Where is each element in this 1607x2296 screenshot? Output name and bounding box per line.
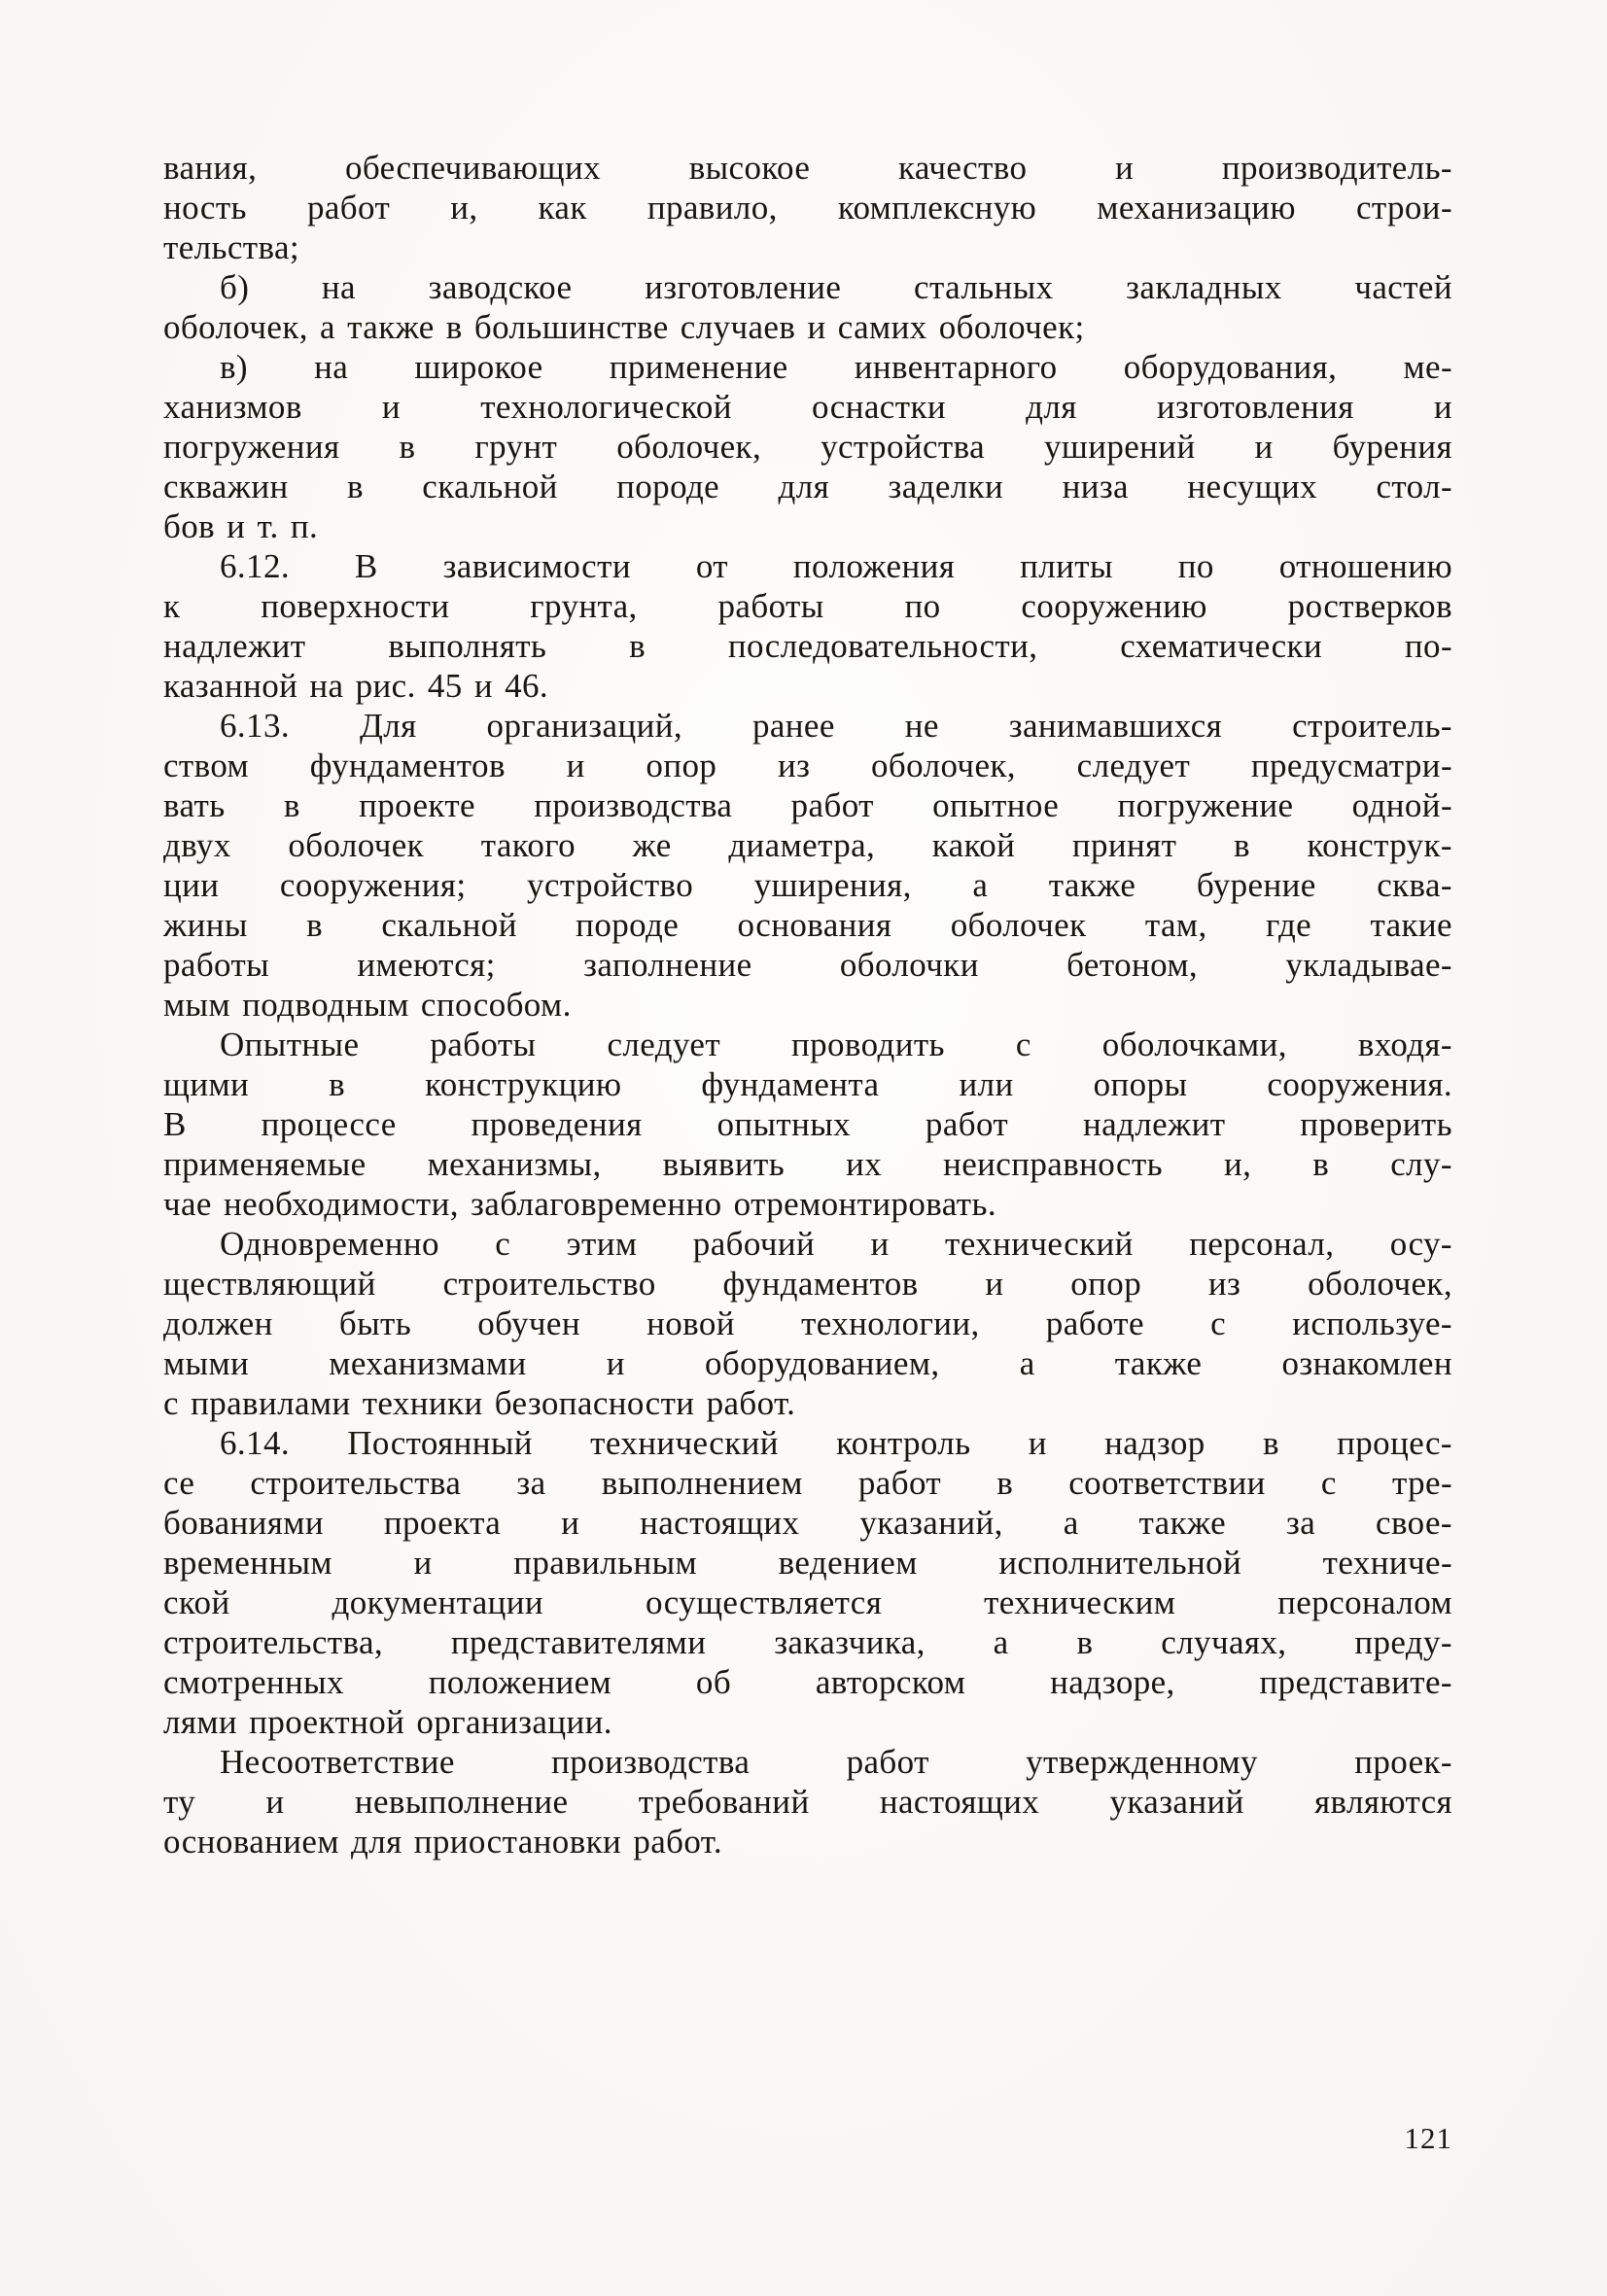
text-line: временным и правильным ведением исполнительной техниче- bbox=[163, 1544, 1452, 1582]
text-line: се строительства за выполнением работ в соответствии с тре- bbox=[163, 1464, 1452, 1502]
text-line: ность работ и, как правило, комплексную механизацию строи- bbox=[163, 189, 1452, 226]
paragraph bbox=[163, 546, 1452, 706]
text-line: 6.14. Постоянный технический контроль и надзор в процес- bbox=[220, 1424, 1452, 1462]
text-line: ту и невыполнение требований настоящих указаний являются bbox=[163, 1783, 1452, 1821]
text-line: ством фундаментов и опор из оболочек, следует предусматри- bbox=[163, 747, 1452, 784]
text-line: мым подводным способом. bbox=[163, 986, 572, 1024]
text-line: бованиями проекта и настоящих указаний, а также за свое- bbox=[163, 1504, 1452, 1542]
text-line: вания, обеспечивающих высокое качество и производитель- bbox=[163, 149, 1452, 187]
text-line: смотренных положением об авторском надзоре, представите- bbox=[163, 1663, 1452, 1701]
paragraph bbox=[163, 1423, 1452, 1742]
text-line: должен быть обучен новой технологии, работе с используе- bbox=[163, 1305, 1452, 1342]
text-line: применяемые механизмы, выявить их неисправность и, в слу- bbox=[163, 1145, 1452, 1183]
paragraph bbox=[163, 1025, 1452, 1224]
text-line: строительства, представителями заказчика, а в случаях, преду- bbox=[163, 1623, 1452, 1661]
text-line: скважин в скальной породе для заделки низа несущих стол- bbox=[163, 468, 1452, 505]
text-line: щими в конструкцию фундамента или опоры сооружения. bbox=[163, 1065, 1452, 1103]
paragraph bbox=[163, 347, 1452, 546]
text-line: мыми механизмами и оборудованием, а также ознакомлен bbox=[163, 1344, 1452, 1382]
text-line: ханизмов и технологической оснастки для изготовления и bbox=[163, 388, 1452, 426]
text-line: ской документации осуществляется техническим персоналом bbox=[163, 1583, 1452, 1621]
text-line: с правилами техники безопасности работ. bbox=[163, 1384, 796, 1422]
text-line: казанной на рис. 45 и 46. bbox=[163, 667, 549, 705]
text-line: тельства; bbox=[163, 228, 300, 266]
text-line: Опытные работы следует проводить с оболочками, входя- bbox=[220, 1026, 1452, 1063]
text-line: ции сооружения; устройство уширения, а также бурение сква- bbox=[163, 866, 1452, 904]
paragraph bbox=[163, 267, 1452, 347]
text-line: чае необходимости, заблаговременно отремонтировать. bbox=[163, 1185, 996, 1223]
paragraph bbox=[163, 148, 1452, 267]
text-line: ществляющий строительство фундаментов и опор из оболочек, bbox=[163, 1265, 1452, 1303]
text-line: вать в проекте производства работ опытное погружение одной- bbox=[163, 786, 1452, 824]
paragraph bbox=[163, 1224, 1452, 1423]
text-line: бов и т. п. bbox=[163, 507, 319, 545]
text-line: надлежит выполнять в последовательности, схематически по- bbox=[163, 627, 1452, 665]
text-line: к поверхности грунта, работы по сооружению ростверков bbox=[163, 587, 1452, 625]
text-line: Одновременно с этим рабочий и технический персонал, осу- bbox=[220, 1225, 1452, 1263]
text-line: В процессе проведения опытных работ надлежит проверить bbox=[163, 1105, 1452, 1143]
text-block bbox=[163, 148, 1452, 1861]
text-line: 6.12. В зависимости от положения плиты по отношению bbox=[220, 547, 1452, 585]
text-line: 6.13. Для организаций, ранее не занимавшихся строитель- bbox=[220, 707, 1452, 745]
text-line: Несоответствие производства работ утвержденному проек- bbox=[220, 1743, 1452, 1781]
text-line: жины в скальной породе основания оболочек там, где такие bbox=[163, 906, 1452, 944]
text-line: основанием для приостановки работ. bbox=[163, 1823, 723, 1861]
text-line: оболочек, а также в большинстве случаев и самих оболочек; bbox=[163, 308, 1085, 346]
page-number: 121 bbox=[1404, 2121, 1452, 2155]
text-line: работы имеются; заполнение оболочки бетоном, укладывае- bbox=[163, 946, 1452, 984]
text-line: б) на заводское изготовление стальных закладных частей bbox=[220, 268, 1452, 306]
text-line: погружения в грунт оболочек, устройства уширений и бурения bbox=[163, 428, 1452, 466]
text-line: в) на широкое применение инвентарного оборудования, ме- bbox=[220, 348, 1452, 386]
paragraph bbox=[163, 1742, 1452, 1861]
paragraph bbox=[163, 706, 1452, 1025]
text-line: двух оболочек такого же диаметра, какой принят в конструк- bbox=[163, 826, 1452, 864]
text-line: лями проектной организации. bbox=[163, 1703, 612, 1741]
